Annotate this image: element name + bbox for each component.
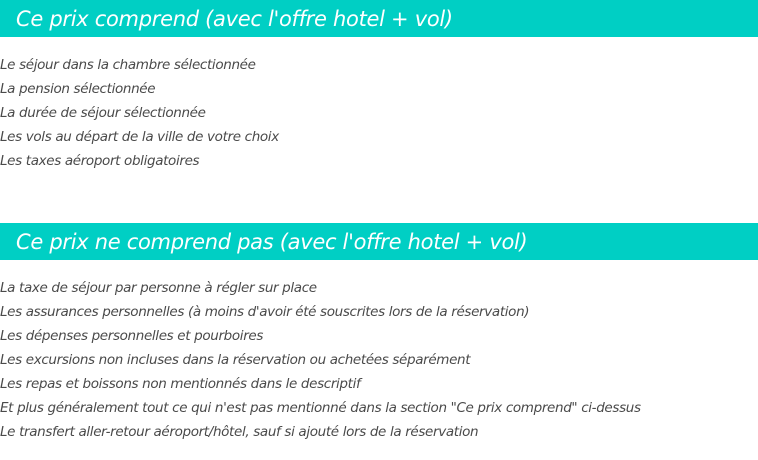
excluded-item: Les repas et boissons non mentionnés dans le descriptif: [0, 376, 361, 392]
excluded-item: Les excursions non incluses dans la réservation ou achetées séparément: [0, 352, 471, 368]
excluded-item: Les assurances personnelles (à moins d'avoir été souscrites lors de la réservation): [0, 304, 530, 320]
excluded-section-title: Ce prix ne comprend pas (avec l'offre hotel + vol): [0, 223, 758, 260]
excluded-list: [0, 276, 641, 444]
included-item: La durée de séjour sélectionnée: [0, 105, 206, 121]
excluded-item: Et plus généralement tout ce qui n'est pas mentionné dans la section "Ce prix comprend" ci-dessus: [0, 400, 641, 416]
excluded-item: La taxe de séjour par personne à régler sur place: [0, 280, 317, 296]
included-section-title: Ce prix comprend (avec l'offre hotel + vol): [0, 0, 758, 37]
included-item: La pension sélectionnée: [0, 81, 156, 97]
included-item: Les vols au départ de la ville de votre choix: [0, 129, 279, 145]
included-item: Les taxes aéroport obligatoires: [0, 153, 200, 169]
included-list: [0, 53, 279, 173]
excluded-item: Les dépenses personnelles et pourboires: [0, 328, 264, 344]
included-item: Le séjour dans la chambre sélectionnée: [0, 57, 256, 73]
excluded-item: Le transfert aller-retour aéroport/hôtel, sauf si ajouté lors de la réservation: [0, 424, 479, 440]
